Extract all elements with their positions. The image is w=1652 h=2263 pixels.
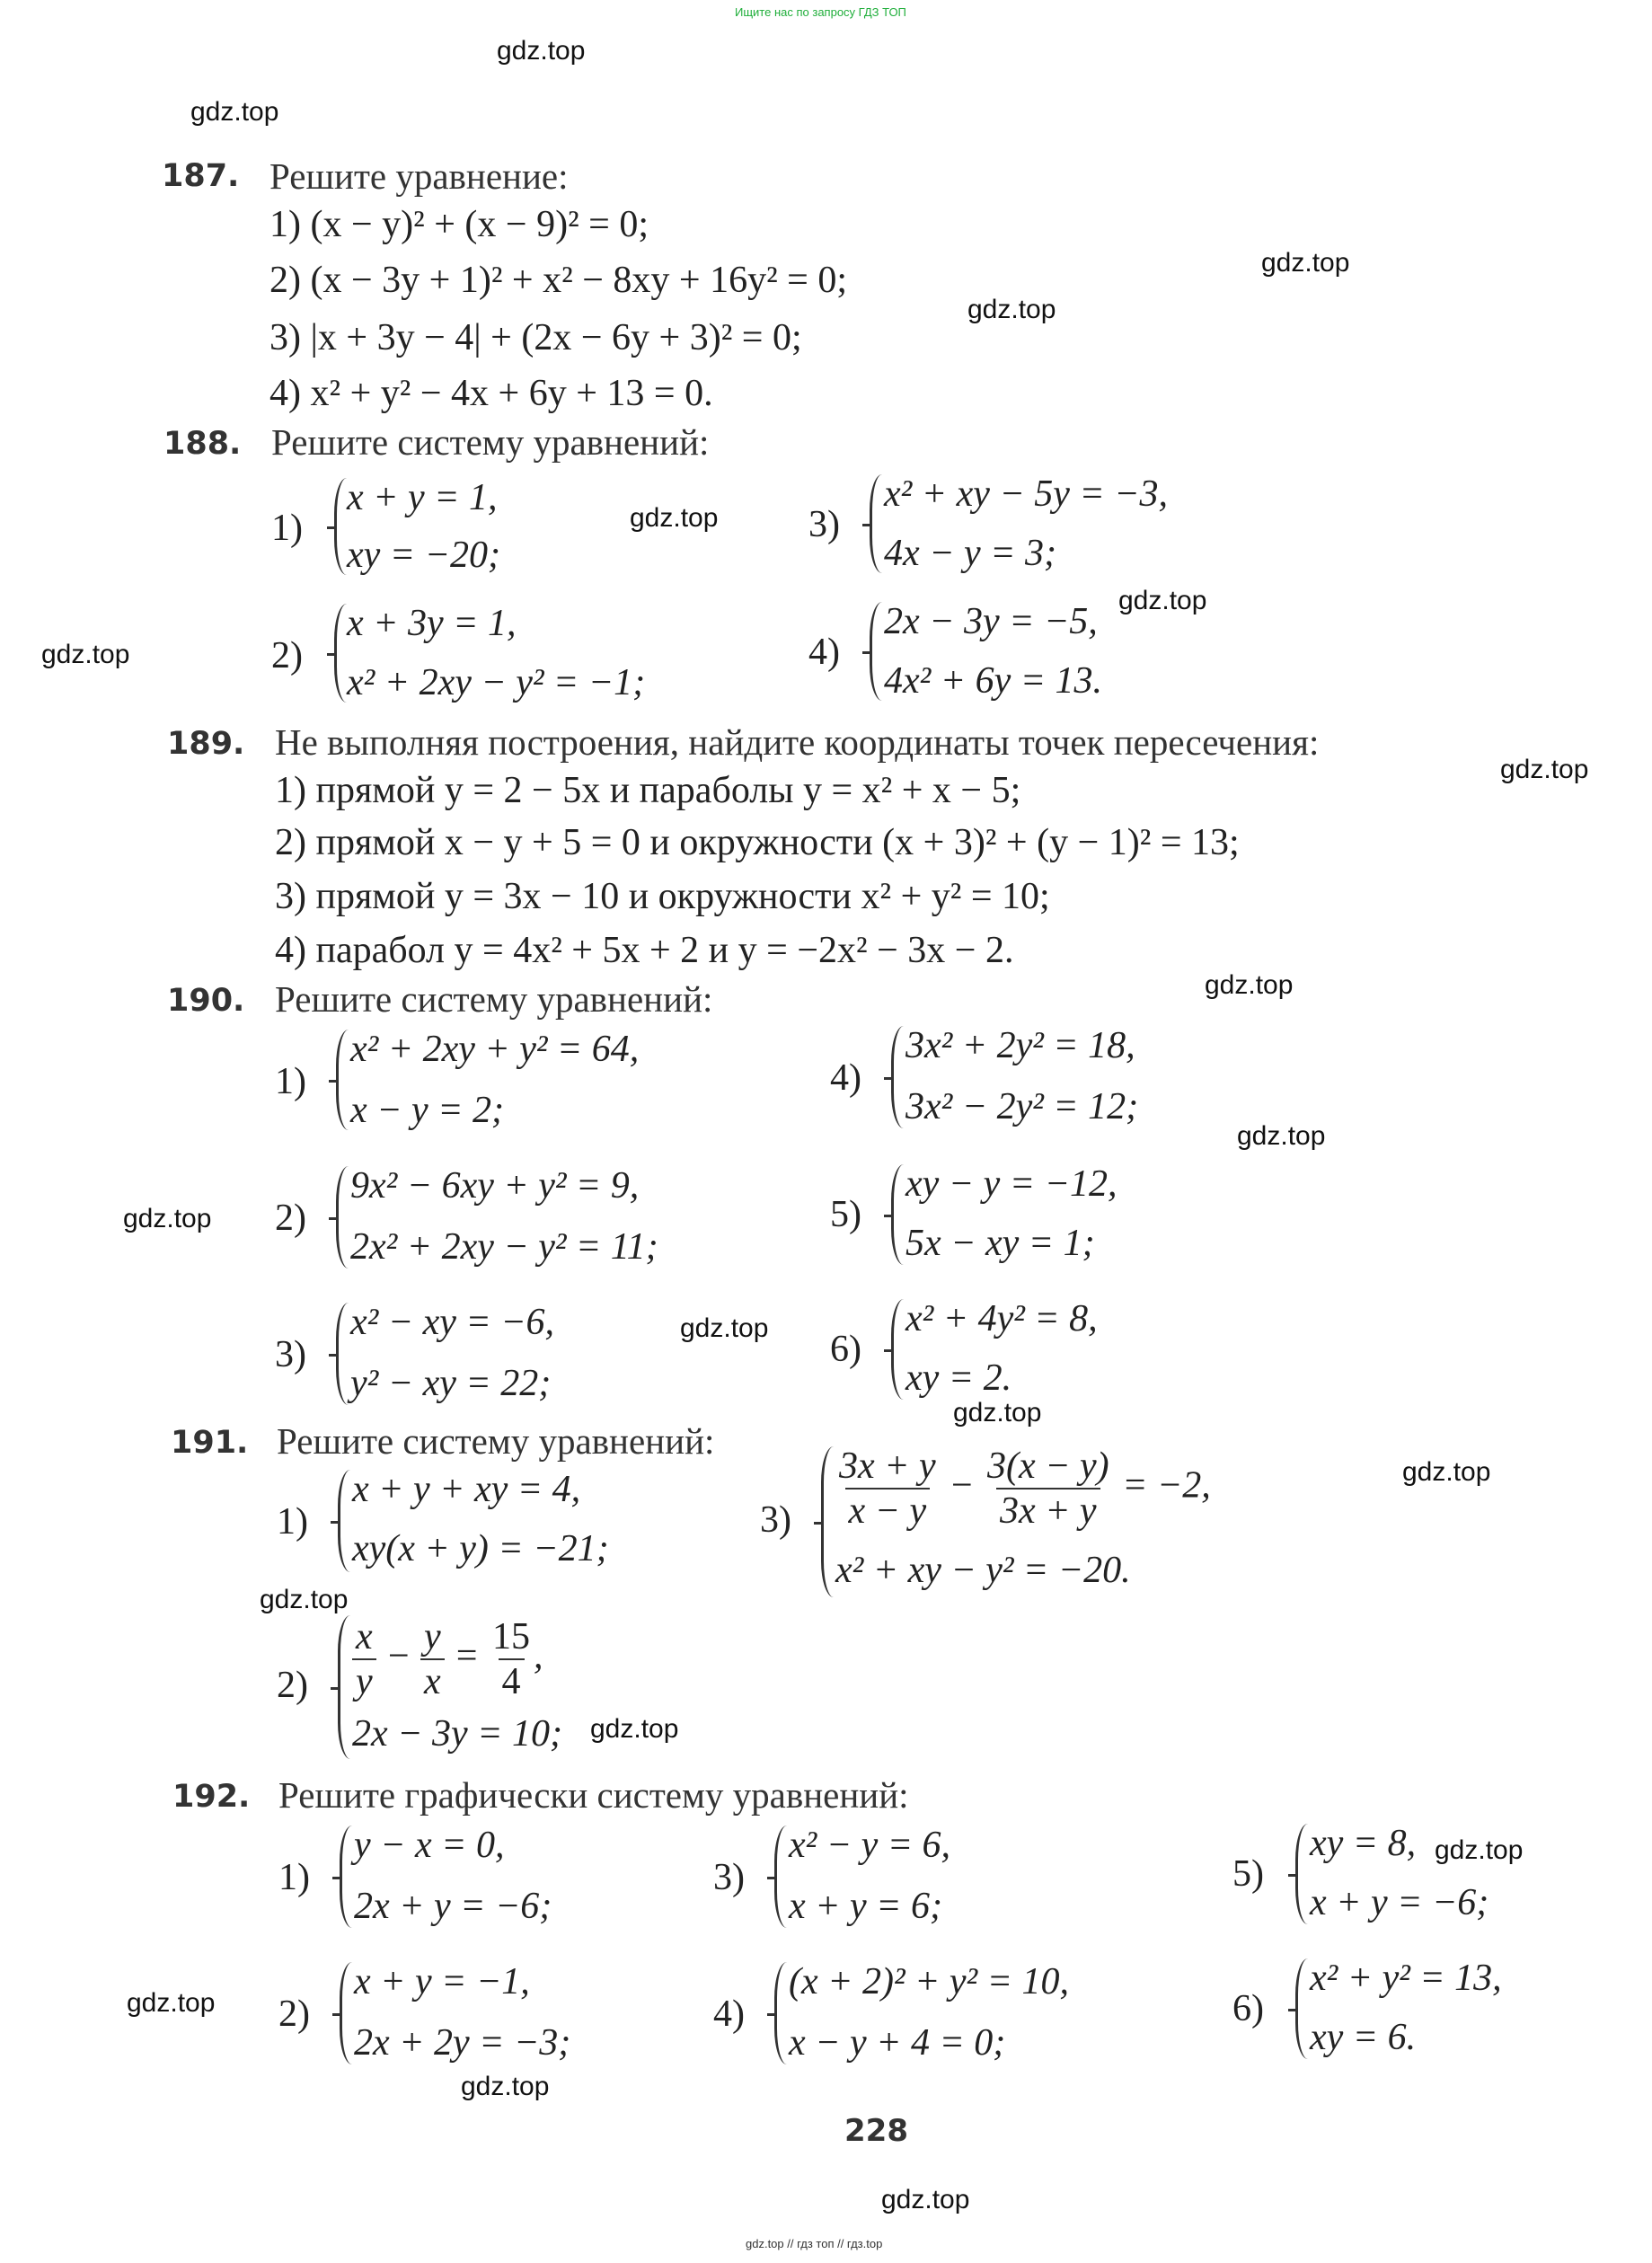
watermark: gdz.top: [953, 1398, 1042, 1428]
system-label: 3): [275, 1334, 306, 1375]
system-label: 4): [713, 1993, 745, 2035]
system-line-2: x − y + 4 = 0;: [789, 2022, 1006, 2064]
system-line-2: 2x + y = −6;: [354, 1886, 552, 1927]
fraction: [352, 1615, 376, 1703]
system-line-2: x + y = 6;: [789, 1886, 942, 1927]
problem-192-title: Решите графически систему уравнений:: [278, 1774, 909, 1816]
system-line-2: x² + 2xy − y² = −1;: [347, 662, 646, 703]
watermark: gdz.top: [1261, 248, 1350, 278]
problem-188-number: 188.: [163, 426, 242, 462]
fraction: [984, 1445, 1113, 1533]
watermark: gdz.top: [590, 1714, 679, 1744]
watermark: gdz.top: [497, 36, 586, 66]
watermark: gdz.top: [1402, 1457, 1491, 1487]
watermark: gdz.top: [1118, 586, 1207, 615]
watermark: gdz.top: [680, 1313, 769, 1343]
system-label: 3): [808, 504, 840, 545]
numerator: y: [424, 1616, 441, 1657]
system-line-2: x − y = 2;: [350, 1090, 504, 1131]
punctuation: ,: [534, 1635, 543, 1677]
system-label: 5): [1232, 1853, 1264, 1895]
system-label: 2): [271, 635, 303, 676]
system-line-2: 2x + 2y = −3;: [354, 2022, 571, 2064]
system-label: 1): [277, 1501, 308, 1543]
system-line-1: x + y = −1,: [354, 1961, 530, 2002]
problem-191-title: Решите систему уравнений:: [277, 1420, 715, 1462]
system-line-1: x² + y² = 13,: [1310, 1958, 1502, 1999]
system-line-1: 2x − 3y = −5,: [884, 601, 1098, 642]
brace: [891, 1164, 906, 1265]
brace: [870, 602, 885, 701]
brace: [891, 1026, 906, 1128]
system-label: 6): [830, 1329, 861, 1370]
brace: [870, 474, 885, 573]
brace: [336, 1303, 351, 1405]
problem-187-title: Решите уравнение:: [269, 155, 569, 197]
system-label: 6): [1232, 1988, 1264, 2029]
brace: [891, 1299, 906, 1400]
problem-187-item-4: 4) x² + y² − 4x + 6y + 13 = 0.: [269, 373, 713, 414]
watermark: gdz.top: [127, 1988, 216, 2018]
problem-188-title: Решите систему уравнений:: [271, 421, 710, 463]
system-label: 4): [808, 632, 840, 673]
problem-187-number: 187.: [162, 158, 240, 194]
problem-189-item-3: 3) прямой y = 3x − 10 и окружности x² + y² = 10;: [275, 876, 1050, 917]
system-line-2: 3x² − 2y² = 12;: [906, 1086, 1139, 1127]
problem-189-title: Не выполняя построения, найдите координаты точек пересечения:: [275, 721, 1320, 763]
system-label: 2): [275, 1198, 306, 1239]
watermark: gdz.top: [1205, 970, 1294, 1000]
system-line-1: x² + 2xy + y² = 64,: [350, 1029, 640, 1070]
system-line-1: 3x² + 2y² = 18,: [906, 1025, 1135, 1066]
system-label: 1): [271, 508, 303, 549]
system-line-1: 9x² − 6xy + y² = 9,: [350, 1165, 640, 1207]
system-fraction-line: [835, 1445, 1211, 1533]
fraction: [420, 1615, 445, 1703]
fraction: [835, 1445, 940, 1533]
system-line-1: x + 3y = 1,: [347, 603, 517, 644]
problem-189-item-1: 1) прямой y = 2 − 5x и параболы y = x² + x − 5;: [275, 770, 1021, 811]
system-line-2: xy = −20;: [347, 535, 500, 576]
system-line-1: x² − xy = −6,: [350, 1302, 555, 1343]
system-line-2: 2x − 3y = 10;: [352, 1713, 562, 1755]
brace: [340, 1962, 355, 2064]
brace: [1295, 1824, 1311, 1924]
system-line-2: xy = 2.: [906, 1357, 1012, 1399]
problem-191-number: 191.: [171, 1425, 249, 1461]
brace: [336, 1166, 351, 1269]
problem-189-item-2: 2) прямой x − y + 5 = 0 и окружности (x + 3)² + (y − 1)² = 13;: [275, 822, 1240, 863]
watermark: gdz.top: [41, 640, 130, 669]
problem-190-number: 190.: [167, 983, 245, 1019]
problem-190-title: Решите систему уравнений:: [275, 978, 713, 1020]
system-line-2: 2x² + 2xy − y² = 11;: [350, 1226, 658, 1268]
watermark: gdz.top: [461, 2072, 550, 2101]
brace: [1295, 1958, 1311, 2059]
system-line-2: y² − xy = 22;: [350, 1363, 552, 1404]
numerator: x: [356, 1616, 373, 1657]
system-line-2: 4x − y = 3;: [884, 533, 1056, 574]
system-line-1: x + y + xy = 4,: [352, 1469, 581, 1510]
watermark: gdz.top: [190, 97, 279, 127]
system-line-1: x² + 4y² = 8,: [906, 1298, 1098, 1339]
operator: −: [385, 1635, 411, 1677]
system-label: 1): [278, 1857, 310, 1898]
watermark: gdz.top: [1237, 1121, 1326, 1151]
operator: −: [949, 1464, 975, 1507]
watermark: gdz.top: [1435, 1835, 1524, 1865]
system-fraction-line: [352, 1615, 543, 1703]
brace: [338, 1470, 353, 1572]
fraction: [489, 1615, 534, 1703]
watermark: gdz.top: [630, 503, 719, 533]
denominator: x − y: [845, 1488, 931, 1533]
system-line-1: (x + 2)² + y² = 10,: [789, 1961, 1069, 2002]
system-line-2: 5x − xy = 1;: [906, 1223, 1095, 1264]
system-line-1: xy = 8,: [1310, 1823, 1417, 1864]
brace: [336, 1030, 351, 1130]
system-line-1: y − x = 0,: [354, 1825, 505, 1866]
denominator: 3x + y: [996, 1488, 1100, 1533]
numerator: 15: [492, 1616, 530, 1657]
watermark: gdz.top: [1500, 755, 1589, 784]
numerator: 3x + y: [839, 1445, 936, 1487]
system-line-2: xy = 6.: [1310, 2017, 1417, 2058]
operator: = −2,: [1122, 1464, 1211, 1507]
page-number: 228: [844, 2113, 908, 2149]
problem-187-item-3: 3) |x + 3y − 4| + (2x − 6y + 3)² = 0;: [269, 317, 802, 358]
problem-187-item-2: 2) (x − 3y + 1)² + x² − 8xy + 16y² = 0;: [269, 260, 848, 301]
brace: [340, 1825, 355, 1928]
system-label: 1): [275, 1061, 306, 1102]
system-label: 2): [277, 1665, 308, 1706]
system-line-2: xy(x + y) = −21;: [352, 1528, 609, 1569]
watermark: gdz.top: [260, 1585, 349, 1614]
bottom-banner: gdz.top // гдз топ // гдз.top: [746, 2237, 883, 2250]
watermark: gdz.top: [881, 2185, 970, 2214]
system-label: 5): [830, 1194, 861, 1235]
denominator: x: [420, 1658, 445, 1703]
numerator: 3(x − y): [986, 1445, 1109, 1487]
system-line-1: xy − y = −12,: [906, 1163, 1118, 1205]
top-banner: Ищите нас по запросу ГДЗ ТОП: [735, 5, 906, 19]
system-line-1: x² − y = 6,: [789, 1825, 951, 1866]
system-line-2: x + y = −6;: [1310, 1882, 1489, 1923]
brace: [338, 1615, 353, 1759]
watermark: gdz.top: [967, 295, 1056, 324]
denominator: 4: [499, 1658, 525, 1703]
brace: [774, 1825, 790, 1928]
system-label: 3): [760, 1499, 791, 1541]
system-line-1: x² + xy − 5y = −3,: [884, 473, 1169, 515]
operator: =: [454, 1635, 480, 1677]
brace: [774, 1962, 790, 2064]
problem-189-item-4: 4) парабол y = 4x² + 5x + 2 и y = −2x² − 3x − 2.: [275, 930, 1014, 971]
system-line-2: x² + xy − y² = −20.: [835, 1550, 1131, 1591]
problem-192-number: 192.: [172, 1779, 251, 1815]
system-label: 2): [278, 1993, 310, 2035]
brace: [821, 1446, 836, 1597]
watermark: gdz.top: [123, 1204, 212, 1233]
system-line-2: 4x² + 6y = 13.: [884, 660, 1103, 702]
denominator: y: [352, 1658, 376, 1703]
problem-189-number: 189.: [167, 726, 245, 762]
system-label: 4): [830, 1057, 861, 1099]
system-line-1: x + y = 1,: [347, 477, 498, 518]
problem-187-item-1: 1) (x − y)² + (x − 9)² = 0;: [269, 204, 649, 245]
system-label: 3): [713, 1857, 745, 1898]
